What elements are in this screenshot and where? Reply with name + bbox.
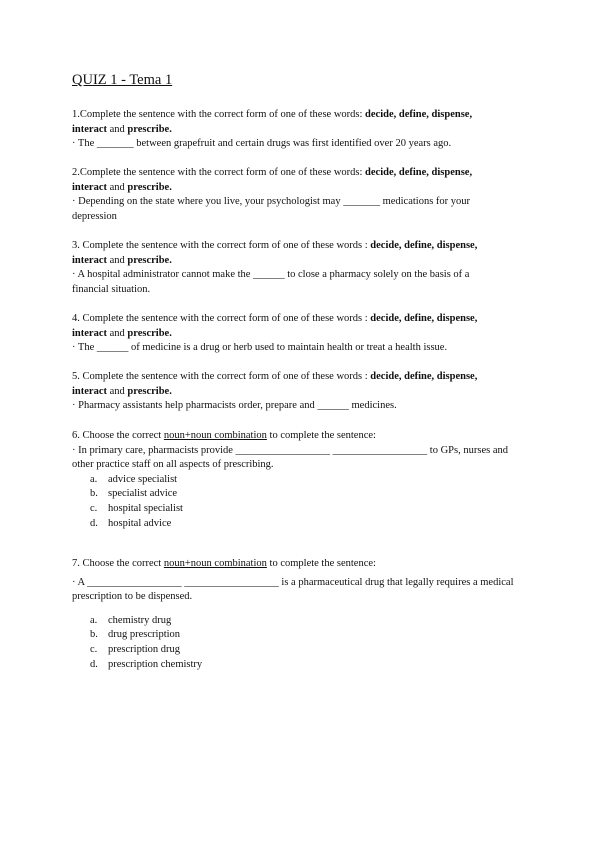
question-prompt: 7. Choose the correct noun+noun combination to complete the sentence: (72, 558, 376, 569)
question-6 (72, 429, 527, 531)
question-sentence: · In primary care, pharmacists provide __________________ __________________ to GPs, nurses and (72, 444, 508, 456)
question-prompt: 5. Complete the sentence with the correct form of one of these words : decide, define, dispense, (72, 371, 478, 382)
question-3: 3. Complete the sentence with the correct form of one of these words : decide, define, dispense, interact and prescribe. · A hospital administrator cannot make the ______ to close a pharmacy solely on the basis of a financial situation. (72, 239, 527, 297)
question-7 (72, 557, 527, 672)
page-title: QUIZ 1 - Tema 1 (72, 72, 173, 88)
question-4: 4. Complete the sentence with the correct form of one of these words : decide, define, dispense, interact and prescribe. · The ______ of medicine is a drug or herb used to maintain health or treat a health issue. (72, 312, 527, 356)
question-prompt: 2.Complete the sentence with the correct form of one of these words: decide, define, dispense, (72, 167, 473, 178)
option-d: d. prescription chemistry (90, 658, 203, 670)
question-sentence: financial situation. (72, 283, 151, 295)
option-c: c. hospital specialist (90, 502, 183, 514)
question-sentence: · Depending on the state where you live, your psychologist may _______ medications for your (72, 196, 471, 208)
option-a: a. advice specialist (90, 473, 178, 485)
option-c: c. prescription drug (90, 643, 181, 655)
options-list (72, 473, 527, 531)
option-b: b. specialist advice (90, 488, 178, 500)
question-prompt: 3. Complete the sentence with the correct form of one of these words : decide, define, dispense, (72, 240, 478, 251)
option-d: d. hospital advice (90, 517, 172, 529)
question-2: 2.Complete the sentence with the correct form of one of these words: decide, define, dispense, interact and prescribe. · Depending on the state where you live, your psychologist may _______ medications for your depression (72, 166, 527, 224)
question-prompt: 6. Choose the correct noun+noun combination to complete the sentence: (72, 430, 376, 441)
option-a: a. chemistry drug (90, 614, 172, 626)
question-sentence: · A __________________ __________________ is a pharmaceutical drug that legally requires a medical (72, 576, 514, 588)
question-sentence: prescription to be dispensed. (72, 591, 193, 603)
question-prompt: 1.Complete the sentence with the correct form of one of these words: decide, define, dispense, (72, 109, 473, 120)
question-sentence: · The _______ between grapefruit and certain drugs was first identified over 20 years ago. (72, 138, 452, 150)
option-b: b. drug prescription (90, 629, 181, 641)
question-sentence: · A hospital administrator cannot make the ______ to close a pharmacy solely on the basis of a (72, 269, 470, 281)
question-sentence: · The ______ of medicine is a drug or herb used to maintain health or treat a health issue. (72, 342, 448, 354)
question-1: 1.Complete the sentence with the correct form of one of these words: decide, define, dispense, interact and prescribe. · The _______ between grapefruit and certain drugs was first identified over 20 years ago. (72, 108, 527, 152)
options-list (72, 614, 527, 672)
question-sentence: depression (72, 210, 117, 222)
question-sentence: · Pharmacy assistants help pharmacists order, prepare and ______ medicines. (72, 400, 397, 412)
question-5: 5. Complete the sentence with the correct form of one of these words : decide, define, dispense, interact and prescribe. · Pharmacy assistants help pharmacists order, prepare and ______ medicines. (72, 370, 527, 414)
question-sentence: other practice staff on all aspects of prescribing. (72, 459, 274, 471)
question-prompt: 4. Complete the sentence with the correct form of one of these words : decide, define, dispense, (72, 313, 478, 324)
